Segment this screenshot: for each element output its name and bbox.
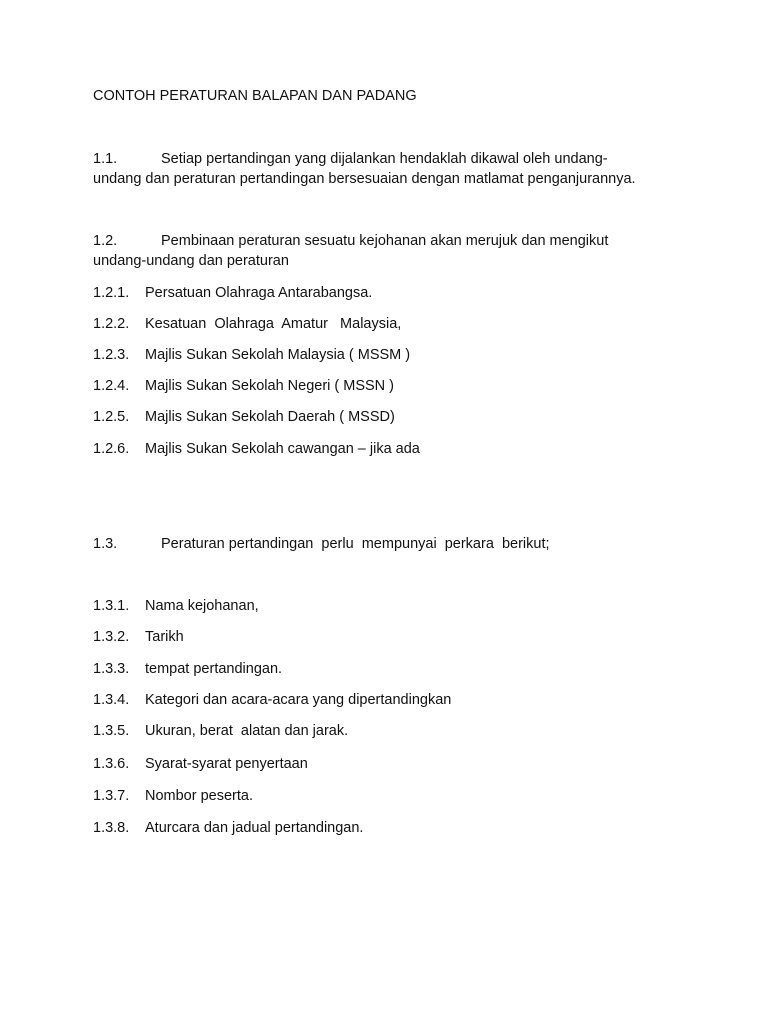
item-text: Kesatuan Olahraga Amatur Malaysia, [145, 316, 402, 332]
section-number: 1.1. [93, 151, 118, 167]
section-1-2-line-2: undang-undang dan peraturan [93, 253, 289, 269]
list-item [93, 627, 184, 647]
item-text: Tarikh [145, 629, 184, 645]
item-text: Persatuan Olahraga Antarabangsa. [145, 285, 373, 301]
item-number: 1.2.1. [93, 285, 130, 301]
list-item [93, 786, 253, 806]
item-number: 1.2.2. [93, 316, 130, 332]
section-text: Pembinaan peraturan sesuatu kejohanan akan merujuk dan mengikut [161, 233, 609, 249]
section-1-3-line-1 [93, 534, 550, 554]
item-number: 1.3.6. [93, 756, 130, 772]
list-item [93, 659, 282, 679]
item-number: 1.3.1. [93, 598, 130, 614]
item-number: 1.3.8. [93, 820, 130, 836]
item-number: 1.2.4. [93, 378, 130, 394]
list-item [93, 345, 410, 365]
list-item [93, 754, 308, 774]
item-number: 1.3.4. [93, 692, 130, 708]
item-text: Syarat-syarat penyertaan [145, 756, 308, 772]
item-text: Aturcara dan jadual pertandingan. [145, 820, 364, 836]
item-number: 1.2.5. [93, 409, 130, 425]
list-item [93, 407, 395, 427]
list-item [93, 314, 401, 334]
item-number: 1.3.5. [93, 723, 130, 739]
item-text: tempat pertandingan. [145, 661, 283, 677]
section-1-1-line-2: undang dan peraturan pertandingan bersesuaian dengan matlamat penganjurannya. [93, 171, 636, 187]
document-title: CONTOH PERATURAN BALAPAN DAN PADANG [93, 88, 417, 104]
list-item [93, 690, 451, 710]
item-text: Majlis Sukan Sekolah Daerah ( MSSD) [145, 409, 395, 425]
item-number: 1.3.7. [93, 788, 130, 804]
section-1-2-line-1 [93, 231, 608, 251]
item-text: Majlis Sukan Sekolah Malaysia ( MSSM ) [145, 347, 411, 363]
section-text: Peraturan pertandingan perlu mempunyai perkara berikut; [161, 536, 550, 552]
list-item [93, 721, 348, 741]
item-text: Majlis Sukan Sekolah cawangan – jika ada [145, 441, 420, 457]
item-text: Nama kejohanan, [145, 598, 259, 614]
item-text: Majlis Sukan Sekolah Negeri ( MSSN ) [145, 378, 395, 394]
item-text: Nombor peserta. [145, 788, 253, 804]
section-text: Setiap pertandingan yang dijalankan hendaklah dikawal oleh undang- [161, 151, 608, 167]
section-number: 1.2. [93, 233, 118, 249]
item-number: 1.2.3. [93, 347, 130, 363]
list-item [93, 376, 394, 396]
item-text: Kategori dan acara-acara yang dipertandingkan [145, 692, 452, 708]
item-text: Ukuran, berat alatan dan jarak. [145, 723, 349, 739]
list-item [93, 439, 420, 459]
section-number: 1.3. [93, 536, 118, 552]
list-item [93, 283, 372, 303]
list-item [93, 818, 363, 838]
item-number: 1.2.6. [93, 441, 130, 457]
item-number: 1.3.3. [93, 661, 130, 677]
item-number: 1.3.2. [93, 629, 130, 645]
list-item [93, 596, 259, 616]
section-1-1-line-1 [93, 149, 608, 169]
